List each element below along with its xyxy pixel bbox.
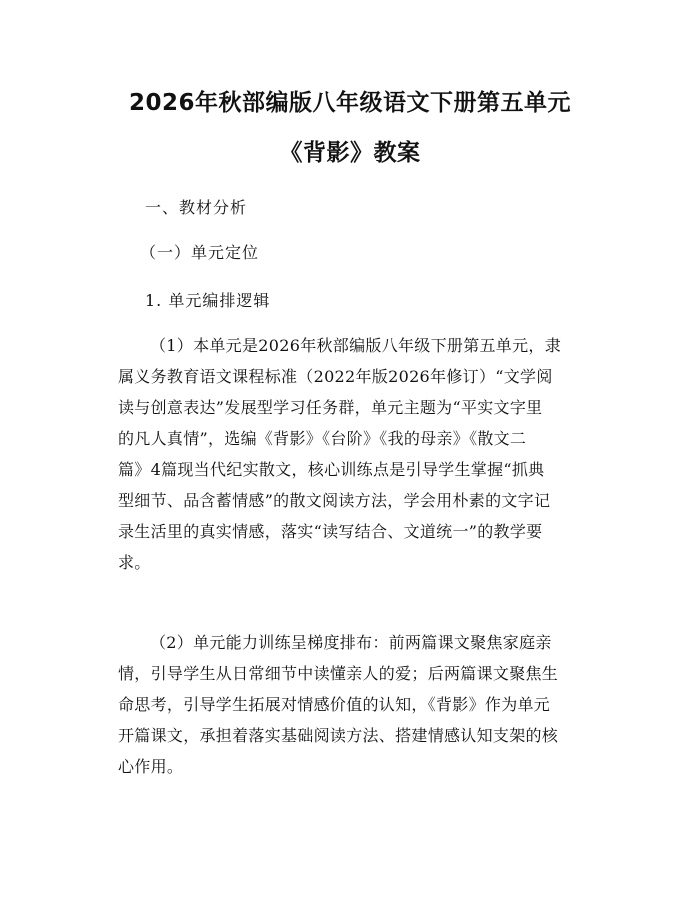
paragraph-2-line: 命思考，引导学生拓展对情感价值的认知，《背影》作为单元 [118,695,551,714]
paragraph-1-line: 属义务教育语文课程标准（2022年版2026年修订）“文学阅 [118,367,553,386]
paragraph-1-line: 录生活里的真实情感，落实“读写结合、文道统一”的教学要 [118,522,543,541]
paragraph-1-line: （1）本单元是2026年秋部编版八年级下册第五单元，隶 [150,336,561,355]
paragraph-2-line: 心作用。 [118,757,184,776]
subsection-heading-unit-positioning: （一）单元定位 [140,243,260,262]
paragraph-1 [118,330,588,578]
paragraph-1-line: 读与创意表达”发展型学习任务群，单元主题为“平实文字里 [118,398,543,417]
document-title-line-2: 《背影》教案 [279,140,421,166]
paragraph-1-line: 求。 [118,553,151,572]
paragraph-2-line: （2）单元能力训练呈梯度排布：前两篇课文聚焦家庭亲 [150,633,552,652]
paragraph-2 [118,627,588,782]
paragraph-1-line: 的凡人真情”，选编《背影》《台阶》《我的母亲》《散文二 [118,429,527,448]
paragraph-2-line: 开篇课文，承担着落实基础阅读方法、搭建情感认知支架的核 [118,726,559,745]
section-heading-textbook-analysis: 一、教材分析 [145,198,248,217]
paragraph-1-line: 型细节、品含蓄情感”的散文阅读方法，学会用朴素的文字记 [118,491,551,510]
subsubsection-heading-unit-arrangement: 1. 单元编排逻辑 [145,291,271,310]
paragraph-2-line: 情，引导学生从日常细节中读懂亲人的爱；后两篇课文聚焦生 [118,664,559,683]
document-title-line-1: 2026年秋部编版八年级语文下册第五单元 [128,90,571,116]
paragraph-1-line: 篇》4篇现当代纪实散文，核心训练点是引导学生掌握“抓典 [118,460,545,479]
